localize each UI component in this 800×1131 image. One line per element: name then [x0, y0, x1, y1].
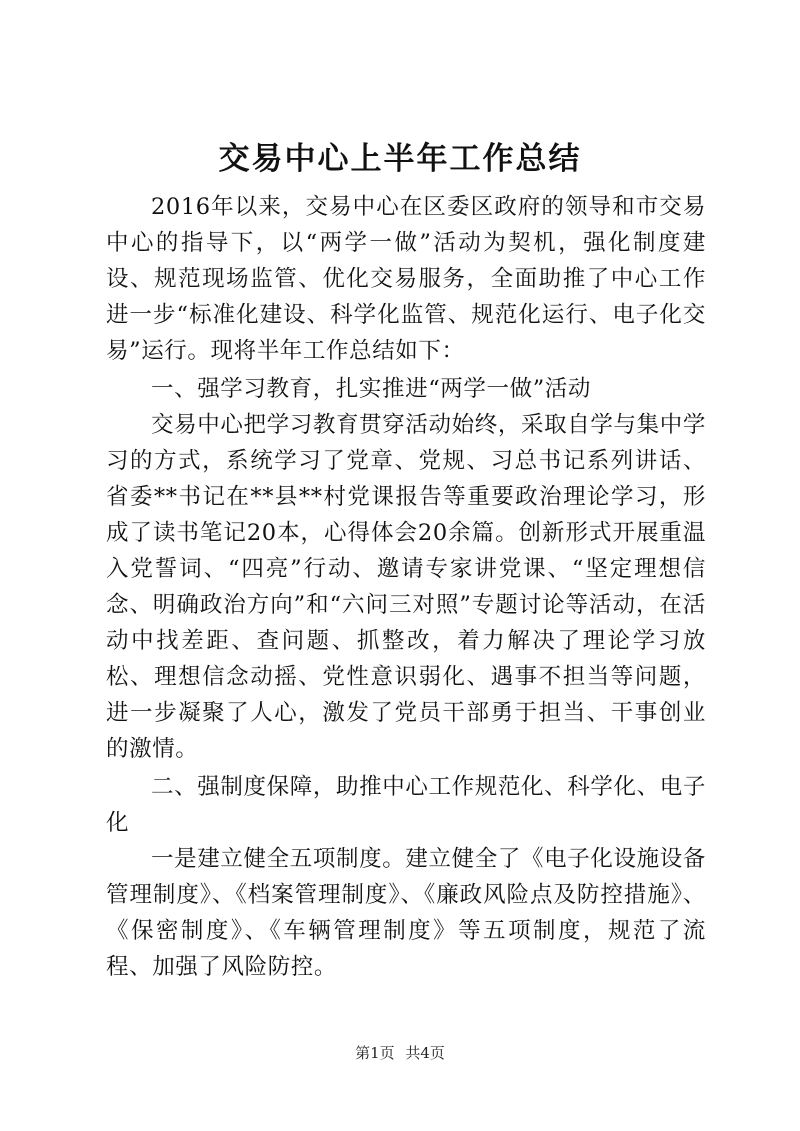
page-footer: [0, 1043, 800, 1063]
document-body: [106, 189, 706, 985]
page-total: 共4页: [405, 1044, 445, 1062]
intro-paragraph: 2016年以来，交易中心在区委区政府的领导和市交易中心的指导下，以“两学一做”活动为契机，强化制度建设、规范现场监管、优化交易服务，全面助推了中心工作进一步“标准化建设、科学化监管、规范化运行、电子化交易”运行。现将半年工作总结如下：: [106, 194, 706, 364]
document-title: 交易中心上半年工作总结: [218, 141, 582, 177]
section-1-paragraph: 交易中心把学习教育贯穿活动始终，采取自学与集中学习的方式，系统学习了党章、党规、习总书记系列讲话、省委**书记在**县**村党课报告等重要政治理论学习，形成了读书笔记20本，心得体会20余篇。创新形式开展重温入党誓词、“四亮”行动、邀请专家讲党课、“坚定理想信念、明确政治方向”和“六问三对照”专题讨论等活动，在活动中找差距、查问题、抓整改，着力解决了理论学习放松、理想信念动摇、党性意识弱化、遇事不担当等问题，进一步凝聚了人心，激发了党员干部勇于担当、干事创业的激情。: [106, 412, 706, 762]
section-heading-1: 一、强学习教育，扎实推进“两学一做”活动: [151, 376, 592, 402]
page-number: 第1页: [355, 1044, 395, 1062]
section-2-paragraph: 一是建立健全五项制度。建立健全了《电子化设施设备管理制度》、《档案管理制度》、《廉政风险点及防控措施》、《保密制度》、《车辆管理制度》等五项制度，规范了流程、加强了风险防控。: [106, 846, 706, 980]
section-heading-2: 二、强制度保障，助推中心工作规范化、科学化、电子化: [106, 774, 706, 836]
